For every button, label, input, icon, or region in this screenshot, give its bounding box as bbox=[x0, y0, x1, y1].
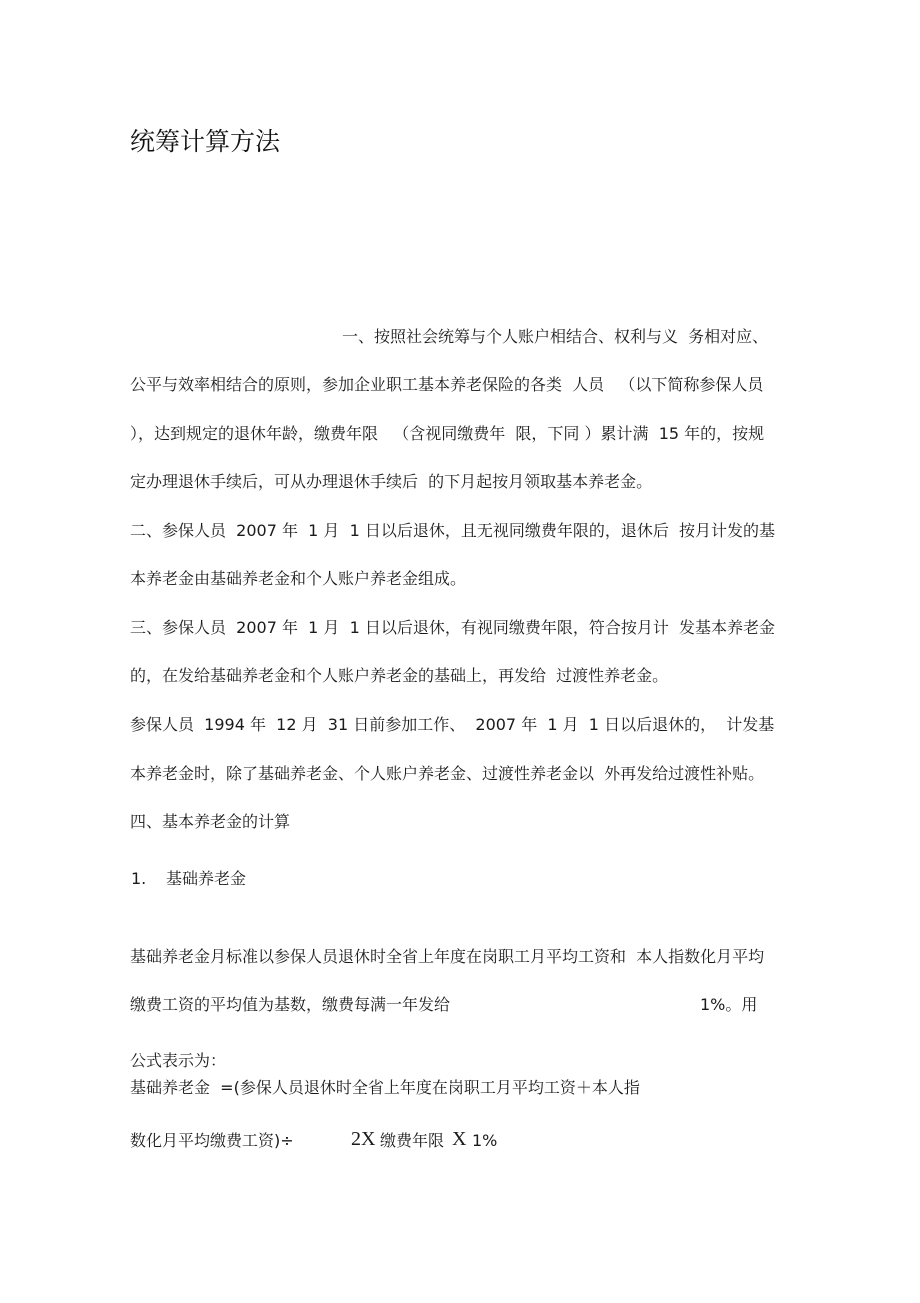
para5-line2-tail: 1%。用 bbox=[700, 995, 758, 1014]
para1-line3: ），达到规定的退休年龄，缴费年限 （含视同缴费年 限，下同 ）累计满 15 年的，按规 bbox=[130, 424, 765, 443]
para2-line1: 二、参保人员 2007 年 1 月 1 日以后退休，且无视同缴费年限的，退休后 按月计发的基 bbox=[130, 521, 776, 540]
formula-times: X bbox=[452, 1128, 467, 1150]
formula-percent: 1% bbox=[472, 1131, 498, 1150]
formula-multiplier: 2X bbox=[351, 1128, 376, 1150]
formula-years: 缴费年限 bbox=[380, 1131, 445, 1150]
formula-line1: 基础养老金 =(参保人员退休时全省上年度在岗职工月平均工资＋本人指 bbox=[130, 1078, 640, 1097]
para4-line1: 参保人员 1994 年 12 月 31 日前参加工作、 2007 年 1 月 1 日以后退休的， 计发基 bbox=[130, 715, 775, 734]
page-title: 统筹计算方法 bbox=[130, 127, 281, 156]
formula-intro: 公式表示为： bbox=[130, 1051, 227, 1070]
para1-line2: 公平与效率相结合的原则，参加企业职工基本养老保险的各类 人员 （以下简称参保人员 bbox=[130, 375, 764, 394]
para1-line4: 定办理退休手续后，可从办理退休手续后 的下月起按月领取基本养老金。 bbox=[130, 472, 653, 491]
para5-line2: 缴费工资的平均值为基数，缴费每满一年发给 bbox=[130, 995, 451, 1014]
item-number: 1. bbox=[131, 869, 147, 888]
para4-line2: 本养老金时，除了基础养老金、个人账户养老金、过渡性养老金以 外再发给过渡性补贴。 bbox=[130, 764, 765, 783]
para3-line1: 三、参保人员 2007 年 1 月 1 日以后退休，有视同缴费年限，符合按月计 发基本养老金 bbox=[130, 618, 776, 637]
section-heading: 四、基本养老金的计算 bbox=[130, 812, 291, 831]
item-label: 基础养老金 bbox=[166, 869, 247, 888]
para1-line1: 一、按照社会统筹与个人账户相结合、权利与义 务相对应、 bbox=[342, 327, 769, 346]
formula-line2-start: 数化月平均缴费工资)÷ bbox=[130, 1131, 294, 1150]
para3-line2: 的，在发给基础养老金和个人账户养老金的基础上，再发给 过渡性养老金。 bbox=[130, 666, 669, 685]
para5-line1: 基础养老金月标准以参保人员退休时全省上年度在岗职工月平均工资和 本人指数化月平均 bbox=[130, 947, 765, 966]
para2-line2: 本养老金由基础养老金和个人账户养老金组成。 bbox=[130, 569, 467, 588]
